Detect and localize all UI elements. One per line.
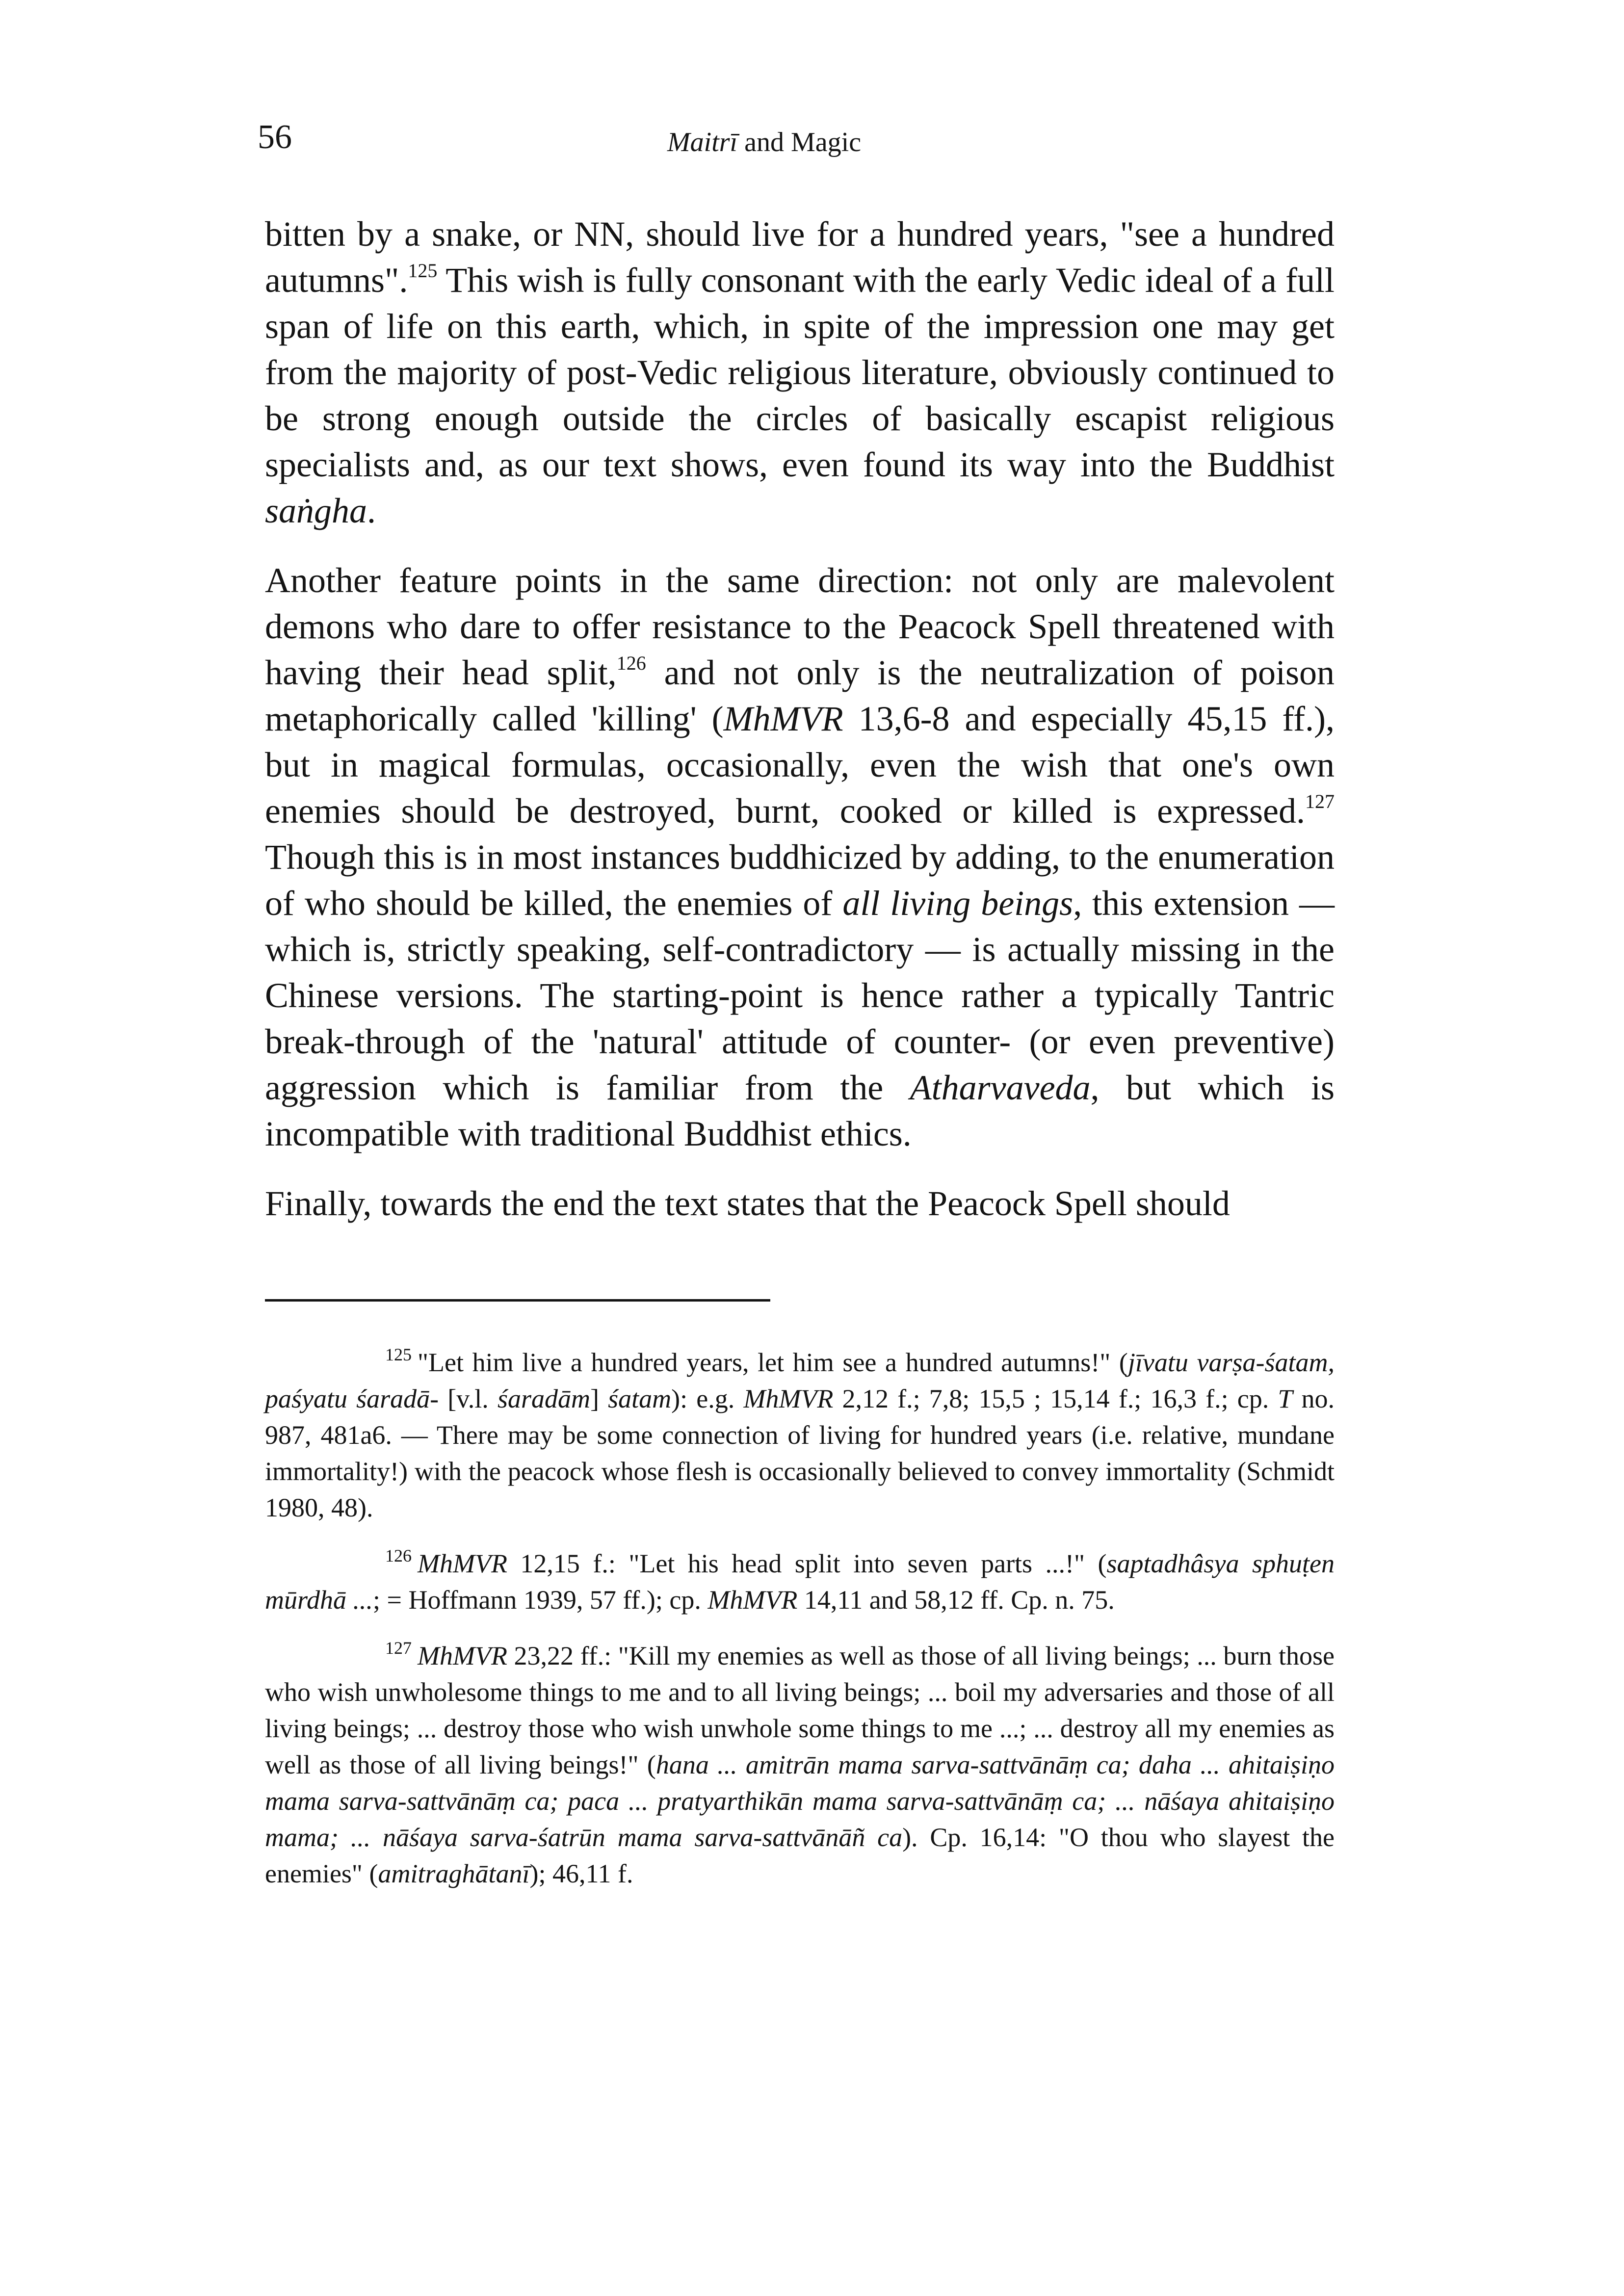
footnote-ref-126[interactable]: 126 — [616, 652, 646, 674]
paragraph-2: Another feature points in the same direction: not only are malevolent demons who dare to offer resistance to the Peacock Spell threatened with having their head split,$^{126}$ and not only is the neutralization of poison metaphorically called 'killing' (MhMVR 13,6-8 and especially 45,15 ff.), but in magical formulas, occasionally, even the wish that one's own enemies should be destroyed, burnt, cooked or killed is expressed.$^{127}$ Though this is in most instances buddhicized by adding, to the enumeration of who should be killed, the enemies of all living beings, this extension — which is, strictly speaking, self-contradictory — is actually missing in the Chinese versions. The starting-point is hence rather a typically Tantric break-through of the 'natural' attitude of counter- (or even preventive) aggression which is familiar from the Atharvaveda, but which is incompatible with traditional Buddhist ethics. — [265, 561, 1335, 1153]
running-head — [667, 129, 861, 156]
footnote-127: $^{127}$ MhMVR 23,22 ff.: "Kill my enemies as well as those of all living beings; ... burn those who wish unwholesome things to me and to all living beings; ... boil my adversaries and those of all living beings; ... destroy those who wish unwhole some things to me ...; ... destroy all my enemies as well as those of all living beings!" (hana ... amitrān mama sarva-sattvānāṃ ca; daha ... ahitaiṣiṇo mama sarva-sattvānāṃ ca; paca ... pratyarthikān mama sarva-sattvānāṃ ca; ... nāśaya ahitaiṣiṇo mama; ... nāśaya sarva-śatrūn mama sarva-sattvānāñ ca). Cp. 16,14: "O thou who slayest the enemies" (amitraghātanī); 46,11 f. — [265, 1638, 1335, 1888]
footnote-126: $^{126}$ MhMVR 12,15 f.: "Let his head split into seven parts ...!" (saptadhâsya sphuṭen mūrdhā ...; = Hoffmann 1939, 57 ff.); cp. MhMVR 14,11 and 58,12 ff. Cp. n. 75. — [265, 1546, 1335, 1615]
footnote-divider — [265, 1299, 770, 1302]
paragraph-3: Finally, towards the end the text states that the Peacock Spell should — [265, 1184, 1230, 1223]
page-number: 56 — [258, 118, 292, 156]
footnote-125: $^{125}$ "Let him live a hundred years, let him see a hundred autumns!" (jīvatu varṣa-śatam, paśyatu śaradā- [v.l. śaradām] śatam): e.g. MhMVR 2,12 f.; 7,8; 15,5 ; 15,14 f.; 16,3 f.; cp. T no. 987, 481a6. — There may be some connection of living for hundred years (i.e. relative, mundane immortality!) with the peacock whose flesh is occasionally believed to convey immortality (Schmidt 1980, 48). — [265, 1345, 1335, 1522]
running-head-italic: Maitrī — [667, 127, 738, 157]
running-head-rest: and Magic — [737, 127, 862, 157]
footnote-number: 126 — [385, 1546, 412, 1565]
paragraph-1: bitten by a snake, or NN, should live for a hundred years, "see a hundred autumns".$^{125}$ This wish is fully consonant with the early Vedic ideal of a full span of life on this earth, which, in spite of the impression one may get from the majority of post-Vedic religious literature, obviously continued to be strong enough outside the circles of basically escapist religious specialists and, as our text shows, even found its way into the Buddhist saṅgha. — [265, 214, 1335, 530]
footnote-number: 127 — [385, 1638, 412, 1658]
main-text — [265, 211, 1335, 1250]
footnotes — [265, 1344, 1335, 1911]
footnote-ref-125[interactable]: 125 — [408, 260, 438, 282]
footnote-number: 125 — [385, 1345, 412, 1364]
footnote-ref-127[interactable]: 127 — [1305, 790, 1335, 812]
